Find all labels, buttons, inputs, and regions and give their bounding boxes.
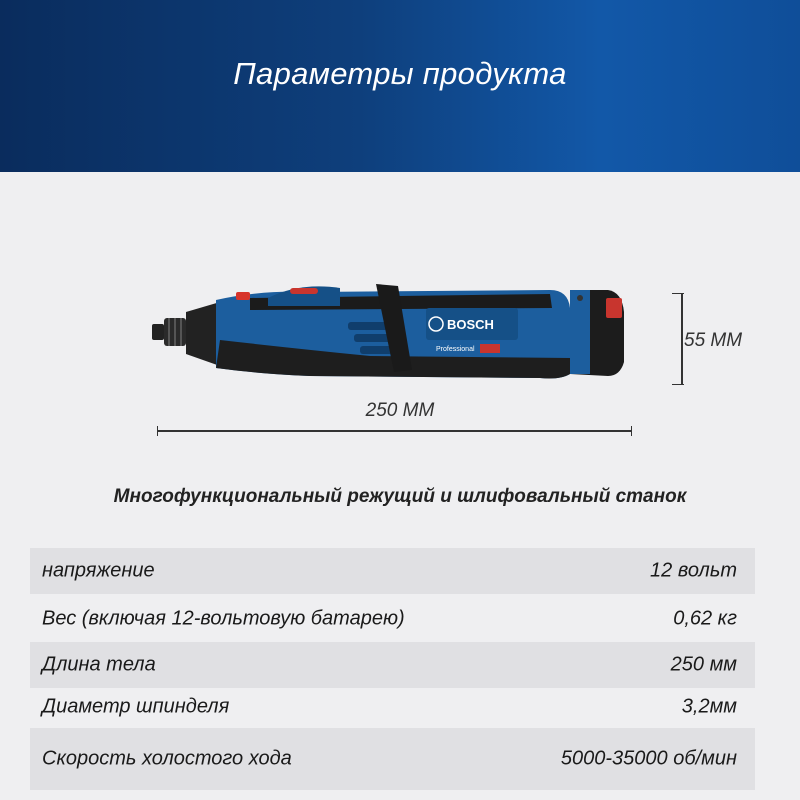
tool-collet: [152, 324, 164, 340]
battery-red-tip: [606, 298, 622, 318]
spec-row-weight: [30, 596, 755, 642]
rotary-tool-image: [150, 278, 630, 388]
spec-value: 250 мм: [670, 653, 737, 676]
tool-nose: [186, 302, 220, 366]
spec-row-spindle-diameter: [30, 688, 755, 726]
spec-value: 3,2мм: [681, 695, 737, 718]
spec-label: Скорость холостого хода: [42, 747, 292, 770]
spec-label: Длина тела: [42, 653, 156, 676]
spec-value: 12 вольт: [650, 559, 737, 582]
brand-logo-text: BOSCH: [447, 317, 494, 332]
spec-label: Диаметр шпинделя: [42, 695, 230, 718]
spec-row-voltage: [30, 548, 755, 594]
product-description: Многофункциональный режущий и шлифовальный станок: [113, 486, 687, 507]
length-dimension-label: 250 MM: [365, 400, 435, 421]
header-banner: [0, 0, 800, 172]
page-title: Параметры продукта: [233, 56, 567, 91]
spec-row-body-length: [30, 642, 755, 688]
tool-lock-button: [236, 292, 250, 300]
battery-button: [577, 295, 583, 301]
model-red-badge: [480, 344, 500, 353]
height-dimension-line: [672, 293, 684, 385]
spec-value: 0,62 кг: [673, 607, 737, 630]
spec-label: напряжение: [42, 559, 155, 582]
height-dimension-label: 55 MM: [684, 330, 743, 351]
length-dimension-line: [157, 426, 632, 436]
spec-value: 5000-35000 об/мин: [560, 747, 737, 770]
model-badge-text: Professional: [436, 346, 475, 353]
spec-row-idle-speed: [30, 728, 755, 790]
spec-label: Вес (включая 12-вольтовую батарею): [42, 607, 405, 630]
